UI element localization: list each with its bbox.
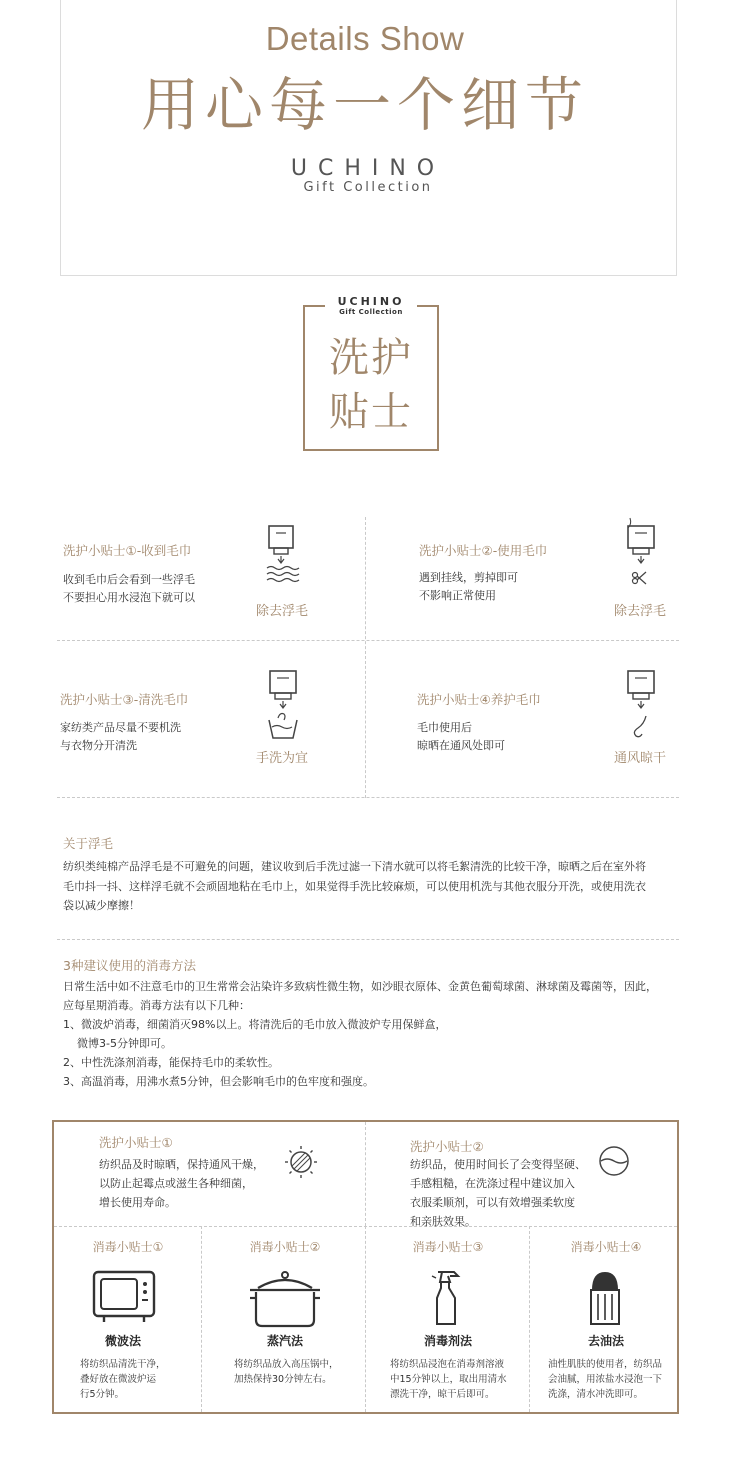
tip-title: 洗护小贴士②-使用毛巾	[419, 543, 548, 558]
disinfect-methods-body: 日常生活中如不注意毛巾的卫生常常会沾染许多致病性微生物，如沙眼衣原体、金黄色葡萄球菌、淋球菌及霉菌等，因此， 应每星期消毒。消毒方法有以下几种： 1、微波炉消毒，细菌消灭98%以上。将清洗后的毛巾放入微波炉专用保鲜盒， 微博3-5分钟即可。 2、中性洗涤剂消毒，能保持毛巾的柔软性。 3、高温消毒，用沸水煮5分钟，但会影响毛巾的色牢度和强度。	[63, 980, 657, 1088]
disinfect-method-description: 将纺织品放入高压锅中， 加热保持30分钟左右。	[234, 1359, 339, 1385]
tip-label: 除去浮毛	[613, 604, 666, 619]
care-tip-title: 洗护小贴士①	[99, 1135, 173, 1150]
tip-label: 手洗为宜	[255, 751, 308, 766]
pot-icon	[248, 1270, 322, 1330]
disinfect-method-description: 油性肌肤的使用者，纺织品 会油腻，用浓盐水浸泡一下 洗涤，清水冲洗即可。	[548, 1359, 663, 1400]
brand-logo-name: UCHINO	[290, 156, 446, 181]
disinfect-method-name: 蒸汽法	[266, 1334, 303, 1348]
about-body: 纺织类纯棉产品浮毛是不可避免的问题，建议收到后手洗过滤一下清水就可以将毛絮清洗的比较干净，晾晒之后在室外将 毛巾抖一抖、这样浮毛就不会顽固地粘在毛巾上，如果觉得手洗比较麻烦，可以使用机洗与其他衣服分开洗，或使用洗衣 袋以减少摩擦！	[63, 860, 646, 912]
towel-scissors-icon	[624, 518, 658, 592]
tips-grid-vertical-divider	[365, 517, 366, 798]
tip-description: 遇到挂线，剪掉即可 不影响正常使用	[419, 571, 518, 602]
tip-label: 除去浮毛	[255, 604, 308, 619]
softener-icon	[597, 1144, 631, 1178]
spray-bottle-icon	[430, 1268, 466, 1328]
brand-logo-sub: Gift Collection	[303, 180, 433, 195]
disinfect-tip-title: 消毒小贴士④	[570, 1240, 642, 1254]
towel-water-icon	[266, 525, 298, 585]
tip-title: 洗护小贴士④养护毛巾	[417, 692, 541, 707]
towel-handwash-icon	[266, 670, 300, 742]
disinfect-method-name: 去油法	[587, 1334, 624, 1348]
panel-top-divider	[365, 1122, 366, 1226]
disinfect-tip-title: 消毒小贴士②	[249, 1240, 321, 1254]
tips-grid-middle-divider	[57, 640, 679, 641]
badge-title-line2: 贴士	[329, 389, 413, 435]
disinfect-method-name: 消毒剂法	[423, 1334, 472, 1348]
badge-brand-sub: Gift Collection	[339, 308, 403, 316]
badge-title-line1: 洗护	[329, 335, 413, 381]
disinfect-method-name: 微波法	[104, 1334, 141, 1348]
tip-description: 家纺类产品尽量不要机洗 与衣物分开清洗	[60, 721, 181, 752]
disinfect-methods-title: 3种建议使用的消毒方法	[63, 958, 196, 973]
disinfect-method-description: 将纺织品清洗干净， 叠好放在微波炉运 行5分钟。	[80, 1359, 166, 1400]
disinfect-method-description: 将纺织品浸泡在消毒剂溶液 中15分钟以上，取出用清水 漂洗干净，晾干后即可。	[390, 1359, 507, 1400]
disinfect-tip-title: 消毒小贴士①	[92, 1240, 164, 1254]
panel-column-divider	[365, 1226, 366, 1412]
sun-icon	[284, 1145, 318, 1179]
care-tip-title: 洗护小贴士②	[410, 1139, 484, 1154]
microwave-icon	[92, 1270, 156, 1326]
section-divider	[57, 939, 679, 940]
towel-hang-icon	[624, 670, 658, 742]
header-subtitle-en: Details Show	[265, 20, 465, 57]
tip-description: 毛巾使用后 晾晒在通风处即可	[417, 721, 505, 752]
salt-shaker-icon	[588, 1268, 622, 1330]
tips-grid-bottom-divider	[57, 797, 679, 798]
badge-brand-name: UCHINO	[337, 295, 405, 308]
page-title: 用心每一个细节	[140, 71, 589, 139]
tip-label: 通风晾干	[613, 751, 666, 766]
disinfect-tip-title: 消毒小贴士③	[412, 1240, 484, 1254]
tip-title: 洗护小贴士③-清洗毛巾	[60, 692, 189, 707]
tip-description: 收到毛巾后会看到一些浮毛 不要担心用水浸泡下就可以	[63, 573, 195, 604]
care-tip-description: 纺织品及时晾晒，保持通风干燥， 以防止起霉点或滋生各种细菌， 增长使用寿命。	[99, 1158, 264, 1209]
care-tip-description: 纺织品，使用时间长了会变得坚硬、 手感粗糙，在洗涤过程中建议加入 衣服柔顺剂，可以有效增强柔软度 和亲肤效果。	[410, 1158, 586, 1228]
tip-title: 洗护小贴士①-收到毛巾	[63, 543, 192, 558]
about-title: 关于浮毛	[63, 836, 114, 851]
